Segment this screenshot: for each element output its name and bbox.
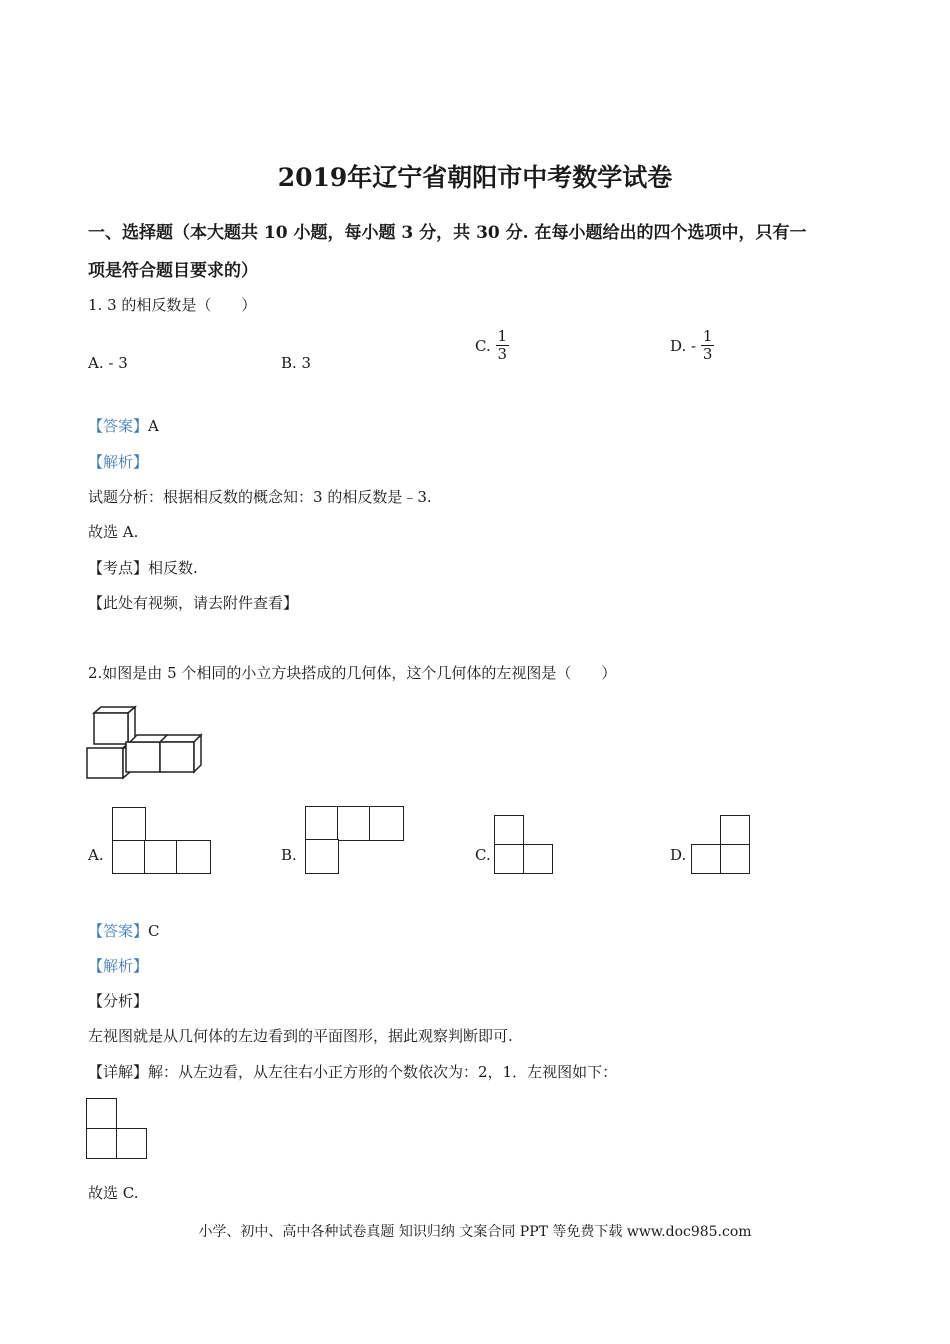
square — [144, 840, 178, 874]
q1-option-b: B. 3 — [281, 354, 312, 372]
q2-cube-figure — [84, 702, 206, 780]
square — [720, 844, 750, 874]
fraction-denominator: 3 — [497, 345, 508, 363]
answer-tag: 【答案】 — [88, 922, 149, 940]
q2-option-d-label: D. — [670, 846, 687, 864]
q2-option-a-figure — [112, 807, 212, 874]
page-title: 2019年辽宁省朝阳市中考数学试卷 — [277, 163, 673, 192]
square — [112, 807, 146, 842]
point-tag: 【考点】 — [88, 559, 149, 577]
square — [337, 806, 371, 841]
q1-video-note: 【此处有视频，请去附件查看】 — [88, 594, 299, 612]
square — [116, 1128, 147, 1159]
q2-choice: 故选 C. — [88, 1184, 139, 1202]
square — [523, 844, 553, 874]
q2-solution-figure — [86, 1098, 148, 1160]
square — [369, 806, 404, 841]
q1-option-c-label: C. — [475, 336, 491, 355]
page-footer: 小学、初中、高中各种试卷真题 知识归纳 文案合同 PPT 等免费下载 www.doc985.com — [198, 1224, 752, 1240]
fraction-numerator: 1 — [702, 327, 713, 345]
square — [691, 844, 721, 874]
q1-option-d — [670, 328, 714, 363]
q2-analysis-tag: 【解析】 — [88, 957, 149, 975]
q2-option-d-figure — [691, 815, 751, 874]
answer-value: C — [148, 922, 160, 940]
q1-analysis-text: 试题分析：根据相反数的概念知：3 的相反数是﹣3. — [88, 488, 432, 506]
fraction-numerator: 1 — [497, 327, 508, 345]
q1-option-c — [475, 328, 509, 363]
detail-tag: 【详解】 — [88, 1063, 149, 1081]
section-heading-continued: 项是符合题目要求的） — [88, 261, 258, 281]
q2-option-a-label: A. — [88, 846, 104, 864]
q2-option-b-label: B. — [281, 846, 297, 864]
q1-analysis-tag: 【解析】 — [88, 453, 149, 471]
square — [86, 1098, 117, 1129]
section-heading: 一、选择题（本大题共 10 小题，每小题 3 分，共 30 分. 在每小题给出的四个选项中，只有一 — [88, 223, 807, 243]
q2-option-c-figure — [494, 815, 554, 874]
q2-answer — [88, 920, 160, 941]
q2-detail — [88, 1061, 617, 1082]
fraction-denominator: 3 — [702, 345, 713, 363]
square — [494, 844, 524, 874]
q1-stem: 1. 3 的相反数是（ ） — [88, 296, 257, 314]
square — [494, 815, 524, 845]
q1-point — [88, 557, 198, 578]
q2-option-b-figure — [305, 806, 405, 874]
q1-option-c-fraction — [496, 328, 510, 363]
point-text: 相反数. — [148, 559, 198, 577]
square — [305, 839, 339, 874]
q2-fenxi-tag: 【分析】 — [88, 992, 149, 1010]
square — [86, 1128, 117, 1159]
q2-stem: 2.如图是由 5 个相同的小立方块搭成的几何体，这个几何体的左视图是（ ） — [88, 664, 617, 682]
q2-option-c-label: C. — [475, 846, 491, 864]
q1-option-d-fraction — [701, 328, 715, 363]
answer-tag: 【答案】 — [88, 417, 149, 435]
answer-value: A — [148, 417, 159, 435]
q1-option-d-label: D. - — [670, 336, 697, 355]
q1-choice: 故选 A. — [88, 523, 139, 541]
square — [720, 815, 750, 845]
square — [112, 840, 146, 874]
q1-answer — [88, 415, 159, 436]
square — [305, 806, 339, 841]
detail-text: 解：从左边看，从左往右小正方形的个数依次为：2，1．左视图如下： — [148, 1063, 618, 1081]
q2-fenxi-text: 左视图就是从几何体的左边看到的平面图形，据此观察判断即可. — [88, 1027, 513, 1045]
square — [176, 840, 211, 874]
q1-option-a: A. - 3 — [88, 354, 128, 372]
